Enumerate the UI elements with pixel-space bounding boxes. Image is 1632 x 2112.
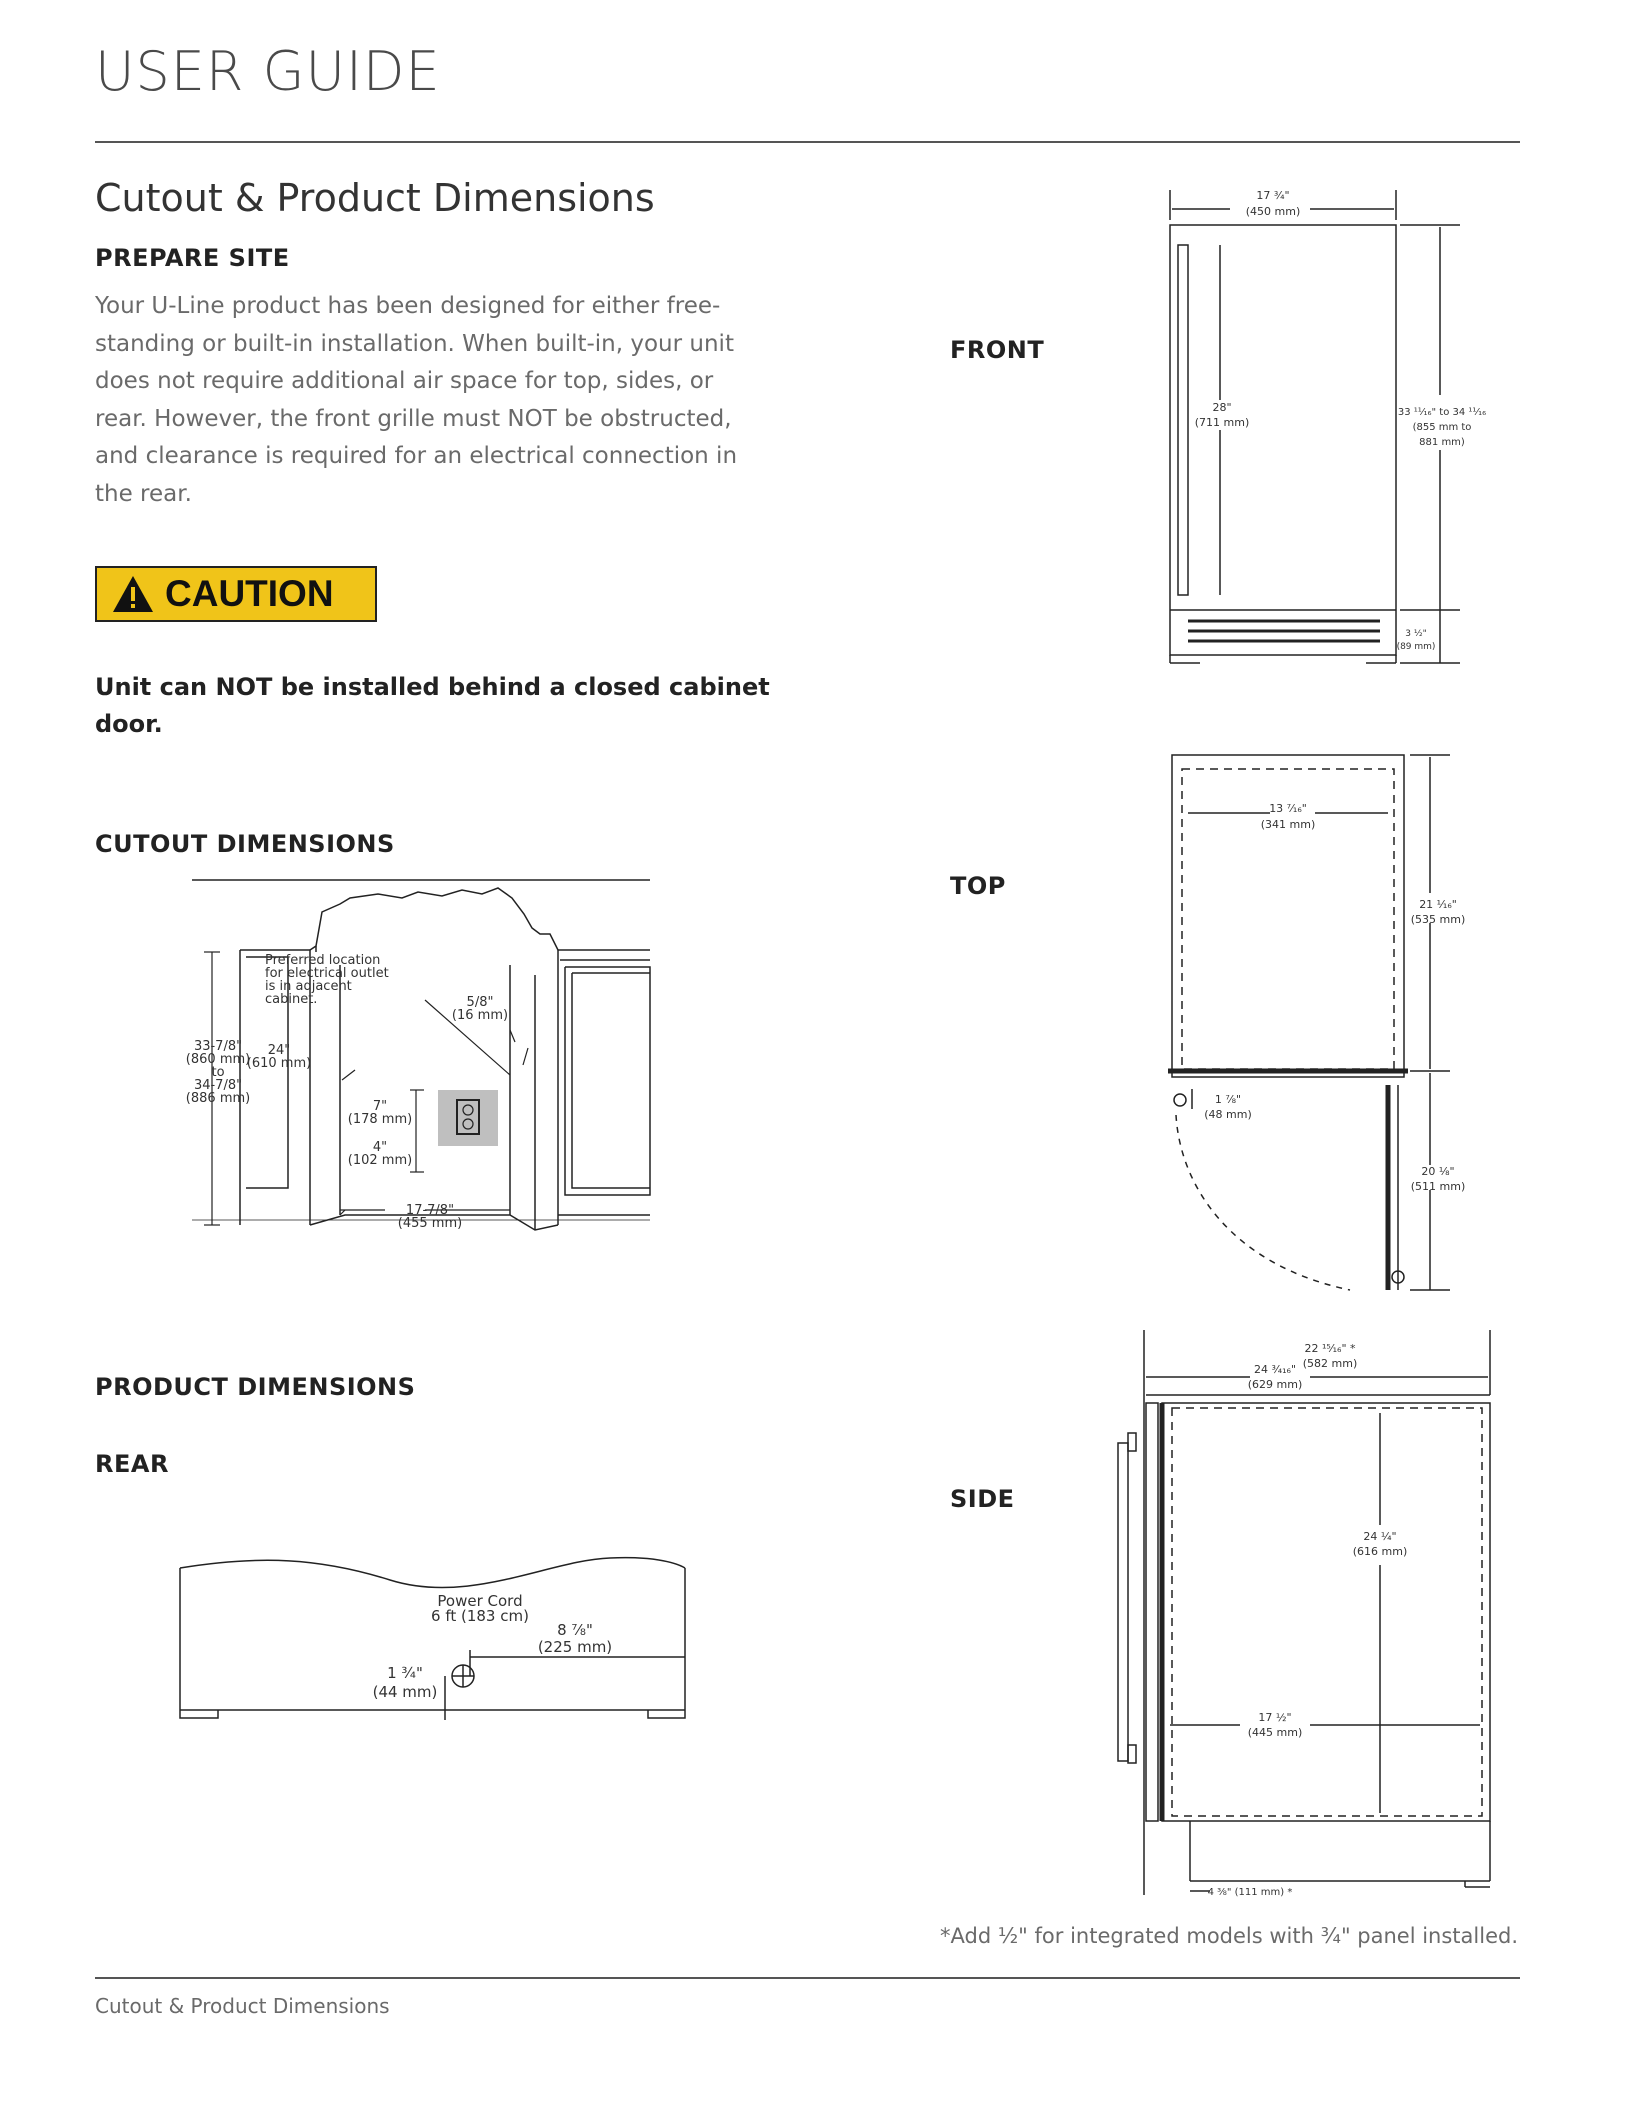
footnote: *Add ½" for integrated models with ¾" panel installed. (940, 1924, 1519, 1948)
cutout-label: 17-7/8" (405, 1203, 455, 1218)
cutout-label: 7" (372, 1099, 388, 1114)
side-dim-label: (582 mm) (1302, 1357, 1358, 1370)
cutout-label: (886 mm) (185, 1091, 251, 1106)
cutout-label: (16 mm) (451, 1008, 509, 1023)
cutout-label: 24" (267, 1043, 291, 1058)
side-dim-label: (445 mm) (1247, 1726, 1303, 1739)
front-dim-label: 881 mm) (1419, 437, 1465, 448)
prepare-site-heading: PREPARE SITE (95, 244, 290, 272)
front-dim-label: (89 mm) (1396, 642, 1436, 652)
front-dim-label: (450 mm) (1245, 205, 1301, 218)
front-view-label: FRONT (950, 336, 1045, 364)
rear-label: 8 ⅞" (557, 1621, 593, 1639)
top-dim-label: 20 ⅛" (1421, 1165, 1455, 1178)
cutout-label: 5/8" (466, 995, 494, 1010)
body-line: standing or built-in installation. When built-in, your unit (95, 330, 734, 357)
cutout-label: (178 mm) (347, 1112, 413, 1127)
body-line: the rear. (95, 480, 192, 507)
caution-warning-text (95, 669, 795, 743)
front-view-diagram (1160, 185, 1490, 675)
side-view-label: SIDE (950, 1485, 1015, 1513)
side-dim-label: 24 ¾₁₆" (1253, 1363, 1297, 1376)
top-dim-label: (511 mm) (1410, 1180, 1466, 1193)
product-dimensions-heading: PRODUCT DIMENSIONS (95, 1373, 416, 1401)
cutout-label: 4" (372, 1140, 388, 1155)
prepare-site-body (95, 288, 745, 513)
side-dim-label: 4 ⅜" (111 mm) * (1207, 1887, 1293, 1898)
side-view-diagram (1110, 1325, 1500, 1905)
cutout-label: cabinet. (265, 992, 318, 1007)
side-dim-label: 22 ¹⁵⁄₁₆" * (1304, 1342, 1356, 1355)
cutout-label: Preferred location (265, 953, 381, 968)
cutout-label: (610 mm) (246, 1056, 312, 1071)
warning-triangle-icon (111, 574, 155, 614)
body-line: Your U-Line product has been designed for either free- (95, 293, 721, 319)
warning-line: Unit can NOT be installed behind a closed cabinet (95, 673, 770, 701)
cutout-dimensions-heading: CUTOUT DIMENSIONS (95, 830, 395, 858)
front-dim-label: (855 mm to (1412, 422, 1472, 433)
front-dim-label: 33 ¹¹⁄₁₆" to 34 ¹¹⁄₁₆ (1397, 407, 1487, 418)
front-dim-label: 3 ½" (1405, 629, 1427, 639)
caution-badge (95, 566, 377, 622)
rear-label: (225 mm) (537, 1638, 613, 1656)
front-dim-label: 17 ¾" (1256, 189, 1290, 202)
rear-label: 6 ft (183 cm) (431, 1607, 529, 1625)
footer-text: Cutout & Product Dimensions (95, 1994, 390, 2018)
cutout-label: (455 mm) (397, 1216, 463, 1231)
cutout-label: for electrical outlet (265, 966, 389, 981)
cutout-label: (860 mm) (185, 1052, 251, 1067)
body-line: and clearance is required for an electrical connection in (95, 443, 738, 469)
warning-line: door. (95, 710, 163, 738)
rear-label: Power Cord (437, 1592, 523, 1610)
rear-view-diagram (170, 1550, 700, 1725)
cutout-label: to (211, 1065, 225, 1080)
top-dim-label: 1 ⅞" (1214, 1093, 1242, 1106)
side-dim-label: 24 ¼" (1363, 1530, 1397, 1543)
caution-label: CAUTION (165, 573, 334, 614)
section-title: Cutout & Product Dimensions (95, 176, 655, 220)
rear-label: 1 ¾" (387, 1664, 423, 1682)
rear-label: (44 mm) (372, 1683, 438, 1701)
page-header-title: USER GUIDE (95, 40, 441, 103)
body-line: rear. However, the front grille must NOT be obstructed, (95, 405, 732, 432)
rear-heading: REAR (95, 1450, 169, 1478)
top-dim-label: 13 ⁷⁄₁₆" (1269, 802, 1307, 815)
top-dim-label: (535 mm) (1410, 913, 1466, 926)
top-dim-label: (341 mm) (1260, 818, 1316, 831)
top-dim-label: (48 mm) (1204, 1108, 1252, 1121)
body-line: does not require additional air space for top, sides, or (95, 368, 714, 394)
cutout-label: 34-7/8" (193, 1078, 243, 1093)
footer-rule (95, 1977, 1520, 1979)
side-dim-label: 17 ½" (1258, 1711, 1292, 1724)
side-dim-label: (616 mm) (1352, 1545, 1408, 1558)
cutout-label: 33-7/8" (193, 1039, 243, 1054)
header-rule (95, 141, 1520, 143)
side-dim-label: (629 mm) (1247, 1378, 1303, 1391)
front-dim-label: (711 mm) (1194, 416, 1250, 429)
cutout-label: is in adjacent (265, 979, 352, 994)
front-dim-label: 28" (1212, 401, 1232, 414)
top-view-label: TOP (950, 872, 1006, 900)
cutout-label: (102 mm) (347, 1153, 413, 1168)
top-view-diagram (1160, 745, 1480, 1300)
cutout-diagram (180, 870, 670, 1250)
top-dim-label: 21 ¹⁄₁₆" (1419, 898, 1457, 911)
